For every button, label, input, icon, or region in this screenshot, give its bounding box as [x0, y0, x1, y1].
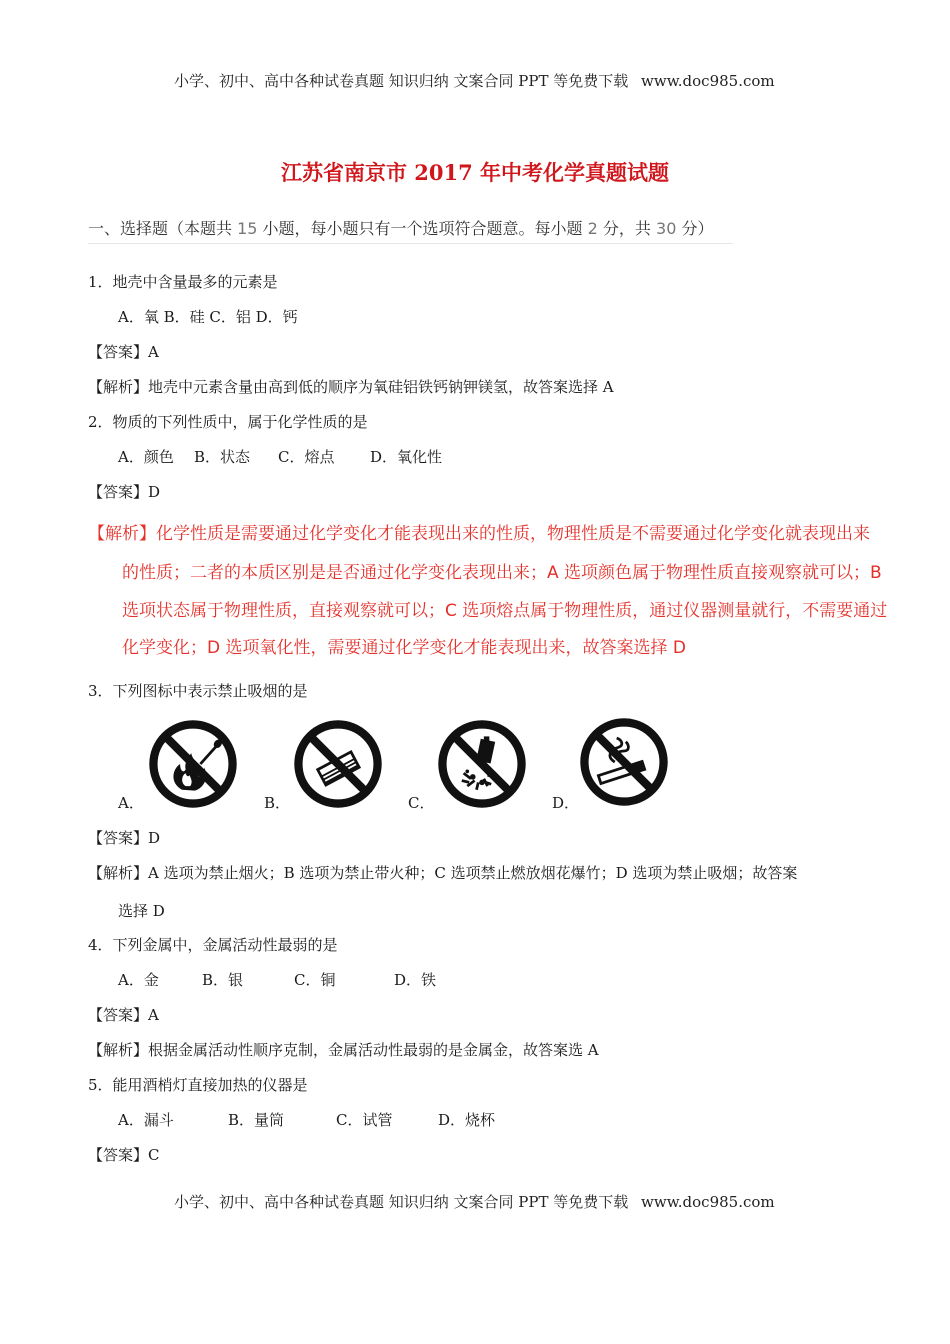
- q2-stem: 2．物质的下列性质中，属于化学性质的是: [88, 413, 368, 431]
- q3-analysis-line-2: 选择 D: [118, 902, 165, 920]
- q4-analysis: 【解析】根据金属活动性顺序克制，金属活动性最弱的是金属金，故答案选 A: [88, 1041, 599, 1059]
- no-fireworks-sign-icon: [436, 718, 528, 810]
- q2-analysis-tag: 【解析】: [88, 524, 156, 544]
- page-title: 江苏省南京市 2017 年中考化学真题试题: [280, 160, 670, 185]
- section-points-each: 2: [587, 219, 598, 238]
- q2-option-b: B．状态: [194, 448, 251, 466]
- q4-option-b: B．银: [202, 971, 244, 989]
- q4-option-d: D．铁: [394, 971, 437, 989]
- q2-analysis-line-3: 选项状态属于物理性质，直接观察就可以；C 选项熔点属于物理性质，通过仪器测量就行，不需要通过: [122, 601, 888, 621]
- q2-analysis-text-1: 化学性质是需要通过化学变化才能表现出来的性质，物理性质是不需要通过化学变化就表现出来: [156, 524, 870, 544]
- header-url: www.doc985.com: [641, 72, 775, 90]
- section-divider: [88, 243, 733, 244]
- q5-stem: 5．能用酒梢灯直接加热的仪器是: [88, 1076, 308, 1094]
- section-points-total: 30: [656, 219, 677, 238]
- section-text-3: 分，共: [597, 219, 657, 238]
- q5-option-c: C．试管: [336, 1111, 393, 1129]
- q4-option-a: A．金: [118, 971, 159, 989]
- q3-label-b: B．: [264, 794, 291, 812]
- q3-label-d: D．: [552, 794, 580, 812]
- q1-stem: 1．地壳中含量最多的元素是: [88, 273, 278, 291]
- no-smoking-sign-icon: [578, 716, 670, 808]
- footer-url: www.doc985.com: [641, 1193, 775, 1211]
- q5-option-a: A．漏斗: [118, 1111, 174, 1129]
- q3-label-a: A．: [118, 794, 144, 812]
- q4-stem: 4．下列金属中，金属活动性最弱的是: [88, 936, 338, 954]
- q1-options: A．氧 B．硅 C．铝 D．钙: [118, 308, 298, 326]
- section-count: 15: [237, 219, 258, 238]
- page-footer: [174, 1191, 775, 1212]
- q5-option-d: D．烧杯: [438, 1111, 496, 1129]
- no-matches-sign-icon: [292, 718, 384, 810]
- q1-answer: 【答案】A: [88, 343, 159, 361]
- q4-option-c: C．铜: [294, 971, 336, 989]
- q5-answer: 【答案】C: [88, 1146, 160, 1164]
- q2-answer: 【答案】D: [88, 483, 161, 501]
- no-fire-sign-icon: [147, 718, 239, 810]
- q2-analysis-line-2: 的性质；二者的本质区别是是否通过化学变化表现出来；A 选项颜色属于物理性质直接观察就可以；B: [122, 563, 882, 583]
- q2-option-d: D．氧化性: [370, 448, 443, 466]
- section-text-1: 一、选择题（本题共: [88, 219, 238, 238]
- header-text: 小学、初中、高中各种试卷真题 知识归纳 文案合同 PPT 等免费下载: [174, 72, 629, 90]
- section-heading: [88, 216, 713, 239]
- page-header: [174, 70, 775, 91]
- q2-option-a: A．颜色: [118, 448, 174, 466]
- q4-answer: 【答案】A: [88, 1006, 159, 1024]
- q3-label-c: C．: [408, 794, 435, 812]
- footer-text: 小学、初中、高中各种试卷真题 知识归纳 文案合同 PPT 等免费下载: [174, 1193, 629, 1211]
- q3-analysis-line-1: 【解析】A 选项为禁止烟火；B 选项为禁止带火种；C 选项禁止燃放烟花爆竹；D 选项为禁止吸烟；故答案: [88, 864, 798, 882]
- q2-analysis-line-4: 化学变化；D 选项氧化性，需要通过化学变化才能表现出来，故答案选择 D: [122, 638, 686, 658]
- section-text-4: 分）: [676, 219, 714, 238]
- q3-stem: 3．下列图标中表示禁止吸烟的是: [88, 682, 308, 700]
- q5-option-b: B．量筒: [228, 1111, 285, 1129]
- q1-analysis: 【解析】地壳中元素含量由高到低的顺序为氧硅铝铁钙钠钾镁氢，故答案选择 A: [88, 378, 614, 396]
- q2-option-c: C．熔点: [278, 448, 335, 466]
- q2-analysis-line-1: [88, 519, 870, 544]
- q3-answer: 【答案】D: [88, 829, 161, 847]
- section-text-2: 小题，每小题只有一个选项符合题意。每小题: [257, 219, 588, 238]
